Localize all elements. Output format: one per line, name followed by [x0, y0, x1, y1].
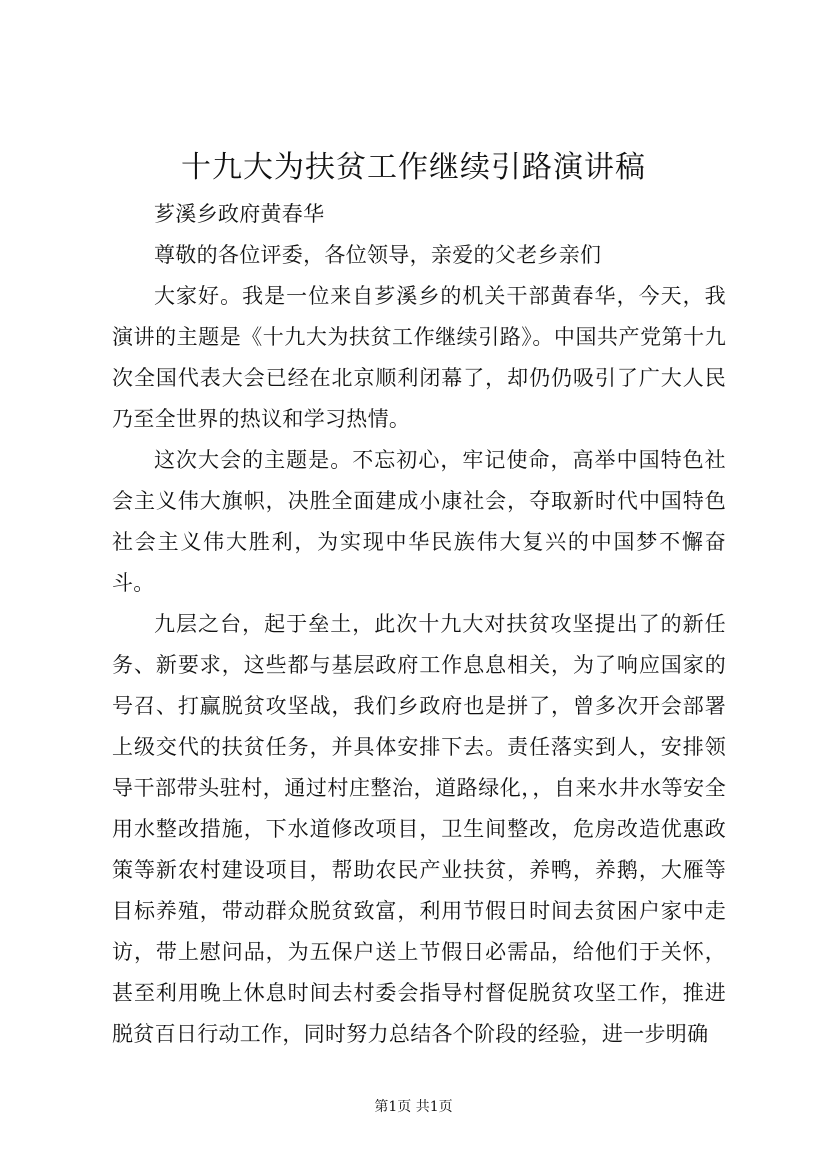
body-paragraph: 大家好。我是一位来自芗溪乡的机关干部黄春华，今天，我演讲的主题是《十九大为扶贫工作继续引路》。中国共产党第十九次全国代表大会已经在北京顺利闭幕了，却仍仍吸引了广大人民乃至全世界的热议和学习热情。 [112, 284, 726, 431]
salutation: 尊敬的各位评委，各位领导，亲爱的父老乡亲们 [154, 243, 602, 267]
document-body [112, 194, 726, 1055]
page-footer: 第1页 共1页 [374, 1099, 453, 1115]
body-paragraph: 九层之台，起于垒土，此次十九大对扶贫攻坚提出了的新任务、新要求，这些都与基层政府工作息息相关，为了响应国家的号召、打赢脱贫攻坚战，我们乡政府也是拼了，曾多次开会部署上级交代的扶贫任务，并具体安排下去。责任落实到人，安排领导干部带头驻村，通过村庄整治，道路绿化，，自来水井水等安全用水整改措施，下水道修改项目，卫生间整改，危房改造优惠政策等新农村建设项目，帮助农民产业扶贫，养鸭，养鹅，大雁等目标养殖，带动群众脱贫致富，利用节假日时间去贫困户家中走访，带上慰问品，为五保户送上节假日必需品，给他们于关怀，甚至利用晚上休息时间去村委会指导村督促脱贫攻坚工作，推进脱贫百日行动工作，同时努力总结各个阶段的经验，进一步明确 [112, 612, 726, 1046]
body-paragraph: 这次大会的主题是。不忘初心，牢记使命，高举中国特色社会主义伟大旗帜，决胜全面建成小康社会，夺取新时代中国特色社会主义伟大胜利，为实现中华民族伟大复兴的中国梦不懈奋斗。 [112, 448, 726, 595]
author-line: 芗溪乡政府黄春华 [154, 202, 325, 226]
document-title: 十九大为扶贫工作继续引路演讲稿 [181, 150, 646, 185]
